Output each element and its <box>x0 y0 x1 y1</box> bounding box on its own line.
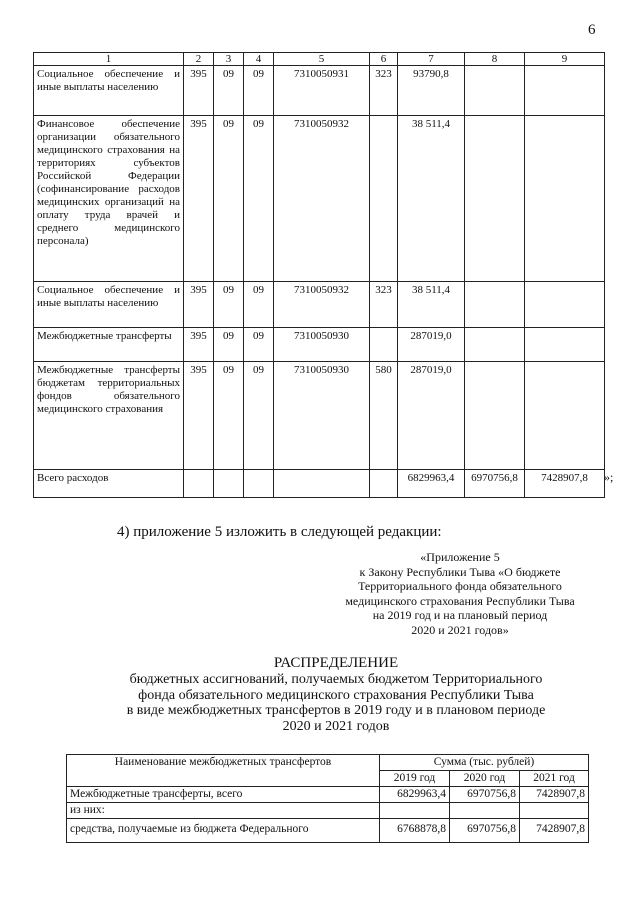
cell: 7310050932 <box>274 116 370 282</box>
cell: 395 <box>184 282 214 328</box>
col-name-header: Наименование межбюджетных трансфертов <box>67 755 380 787</box>
document-subtitle <box>80 672 592 734</box>
appendix-line: на 2019 год и на плановый период <box>372 608 548 623</box>
appendix-line: Территориального фонда обязательного <box>358 579 562 594</box>
cell <box>370 328 398 362</box>
cell: 6970756,8 <box>450 787 520 803</box>
cell <box>465 66 525 116</box>
cell: 395 <box>184 66 214 116</box>
cell: 38 511,4 <box>398 282 465 328</box>
cell: 6829963,4 <box>380 787 450 803</box>
row-name: Социальное обеспечение и иные выплаты населению <box>34 66 184 116</box>
header-cell: 1 <box>34 53 184 66</box>
cell <box>450 803 520 819</box>
appendix-line: 2020 и 2021 годов» <box>411 622 509 637</box>
table-row <box>34 116 605 282</box>
cell <box>520 803 589 819</box>
cell: 09 <box>214 116 244 282</box>
cell: 287019,0 <box>398 328 465 362</box>
year-header: 2019 год <box>380 771 450 787</box>
cell: 6768878,8 <box>380 819 450 843</box>
transfers-table <box>66 754 589 843</box>
row-name: Межбюджетные трансферты, всего <box>67 787 380 803</box>
cell: 323 <box>370 66 398 116</box>
cell <box>214 470 244 498</box>
cell <box>465 116 525 282</box>
cell <box>465 282 525 328</box>
row-name: Межбюджетные трансферты бюджетам территориальных фондов обязательного медицинского страхования <box>34 362 184 470</box>
cell: 7428907,8 <box>525 470 605 498</box>
cell: 323 <box>370 282 398 328</box>
row-name: Финансовое обеспечение организации обязательного медицинского страхования на территориях субъектов Российской Федерации (софинансирование расходов медицинских организаций на оплату труда врачей и среднего медицинского персонала) <box>34 116 184 282</box>
cell <box>465 328 525 362</box>
cell: 09 <box>244 66 274 116</box>
cell: 7310050931 <box>274 66 370 116</box>
appendix-line: «Приложение 5 <box>420 550 500 564</box>
year-header: 2020 год <box>450 771 520 787</box>
cell: 7428907,8 <box>520 787 589 803</box>
table-header-row <box>67 755 589 771</box>
amendment-text: 4) приложение 5 изложить в следующей редакции: <box>117 524 442 540</box>
cell: 09 <box>244 116 274 282</box>
row-name: Всего расходов <box>34 470 184 498</box>
document-title: РАСПРЕДЕЛЕНИЕ <box>273 655 399 671</box>
cell <box>274 470 370 498</box>
table-row <box>67 787 589 803</box>
cell: 7310050930 <box>274 328 370 362</box>
subtitle-line: 2020 и 2021 годов <box>282 718 390 734</box>
cell <box>525 66 605 116</box>
cell <box>380 803 450 819</box>
cell: 09 <box>214 282 244 328</box>
appendix-header <box>320 550 600 638</box>
cell: 7310050932 <box>274 282 370 328</box>
cell: 7310050930 <box>274 362 370 470</box>
cell: 09 <box>214 328 244 362</box>
cell <box>244 470 274 498</box>
cell: 09 <box>214 66 244 116</box>
cell: 09 <box>244 282 274 328</box>
cell <box>525 328 605 362</box>
table-row <box>34 362 605 470</box>
table-row <box>67 819 589 843</box>
header-cell: 9 <box>525 53 605 66</box>
appendix-line: медицинского страхования Республики Тыва <box>345 593 575 608</box>
header-cell: 5 <box>274 53 370 66</box>
cell: 38 511,4 <box>398 116 465 282</box>
cell: 09 <box>214 362 244 470</box>
header-cell: 8 <box>465 53 525 66</box>
cell <box>525 362 605 470</box>
cell: 580 <box>370 362 398 470</box>
cell: 395 <box>184 362 214 470</box>
cell <box>525 116 605 282</box>
table-header-row <box>34 53 605 66</box>
cell: 93790,8 <box>398 66 465 116</box>
cell <box>525 282 605 328</box>
closing-quote-mark: »; <box>604 470 614 484</box>
subtitle-line: в виде межбюджетных трансфертов в 2019 году и в плановом периоде <box>126 703 546 718</box>
cell: 6829963,4 <box>398 470 465 498</box>
cell: 6970756,8 <box>450 819 520 843</box>
table-row <box>67 803 589 819</box>
table-row <box>34 328 605 362</box>
cell: 09 <box>244 362 274 470</box>
cell <box>184 470 214 498</box>
appendix-line: к Закону Республики Тыва «О бюджете <box>359 564 561 579</box>
header-cell: 7 <box>398 53 465 66</box>
cell: 6970756,8 <box>465 470 525 498</box>
row-name: Социальное обеспечение и иные выплаты населению <box>34 282 184 328</box>
cell: 287019,0 <box>398 362 465 470</box>
cell <box>465 362 525 470</box>
header-cell: 4 <box>244 53 274 66</box>
expenditure-table <box>33 52 605 498</box>
sum-header: Сумма (тыс. рублей) <box>380 755 589 771</box>
table-row <box>34 282 605 328</box>
subtitle-line: фонда обязательного медицинского страхования Республики Тыва <box>138 687 534 703</box>
year-header: 2021 год <box>520 771 589 787</box>
subtitle-line: бюджетных ассигнований, получаемых бюджетом Территориального <box>129 672 543 687</box>
page-number: 6 <box>588 22 596 38</box>
table-row <box>34 66 605 116</box>
header-cell: 2 <box>184 53 214 66</box>
cell: 395 <box>184 328 214 362</box>
row-name: Межбюджетные трансферты <box>34 328 184 362</box>
cell: 395 <box>184 116 214 282</box>
row-name: средства, получаемые из бюджета Федерального <box>67 819 380 843</box>
header-cell: 6 <box>370 53 398 66</box>
cell: 09 <box>244 328 274 362</box>
cell <box>370 116 398 282</box>
row-name: из них: <box>67 803 380 819</box>
cell: 7428907,8 <box>520 819 589 843</box>
header-cell: 3 <box>214 53 244 66</box>
cell <box>370 470 398 498</box>
total-row <box>34 470 605 498</box>
